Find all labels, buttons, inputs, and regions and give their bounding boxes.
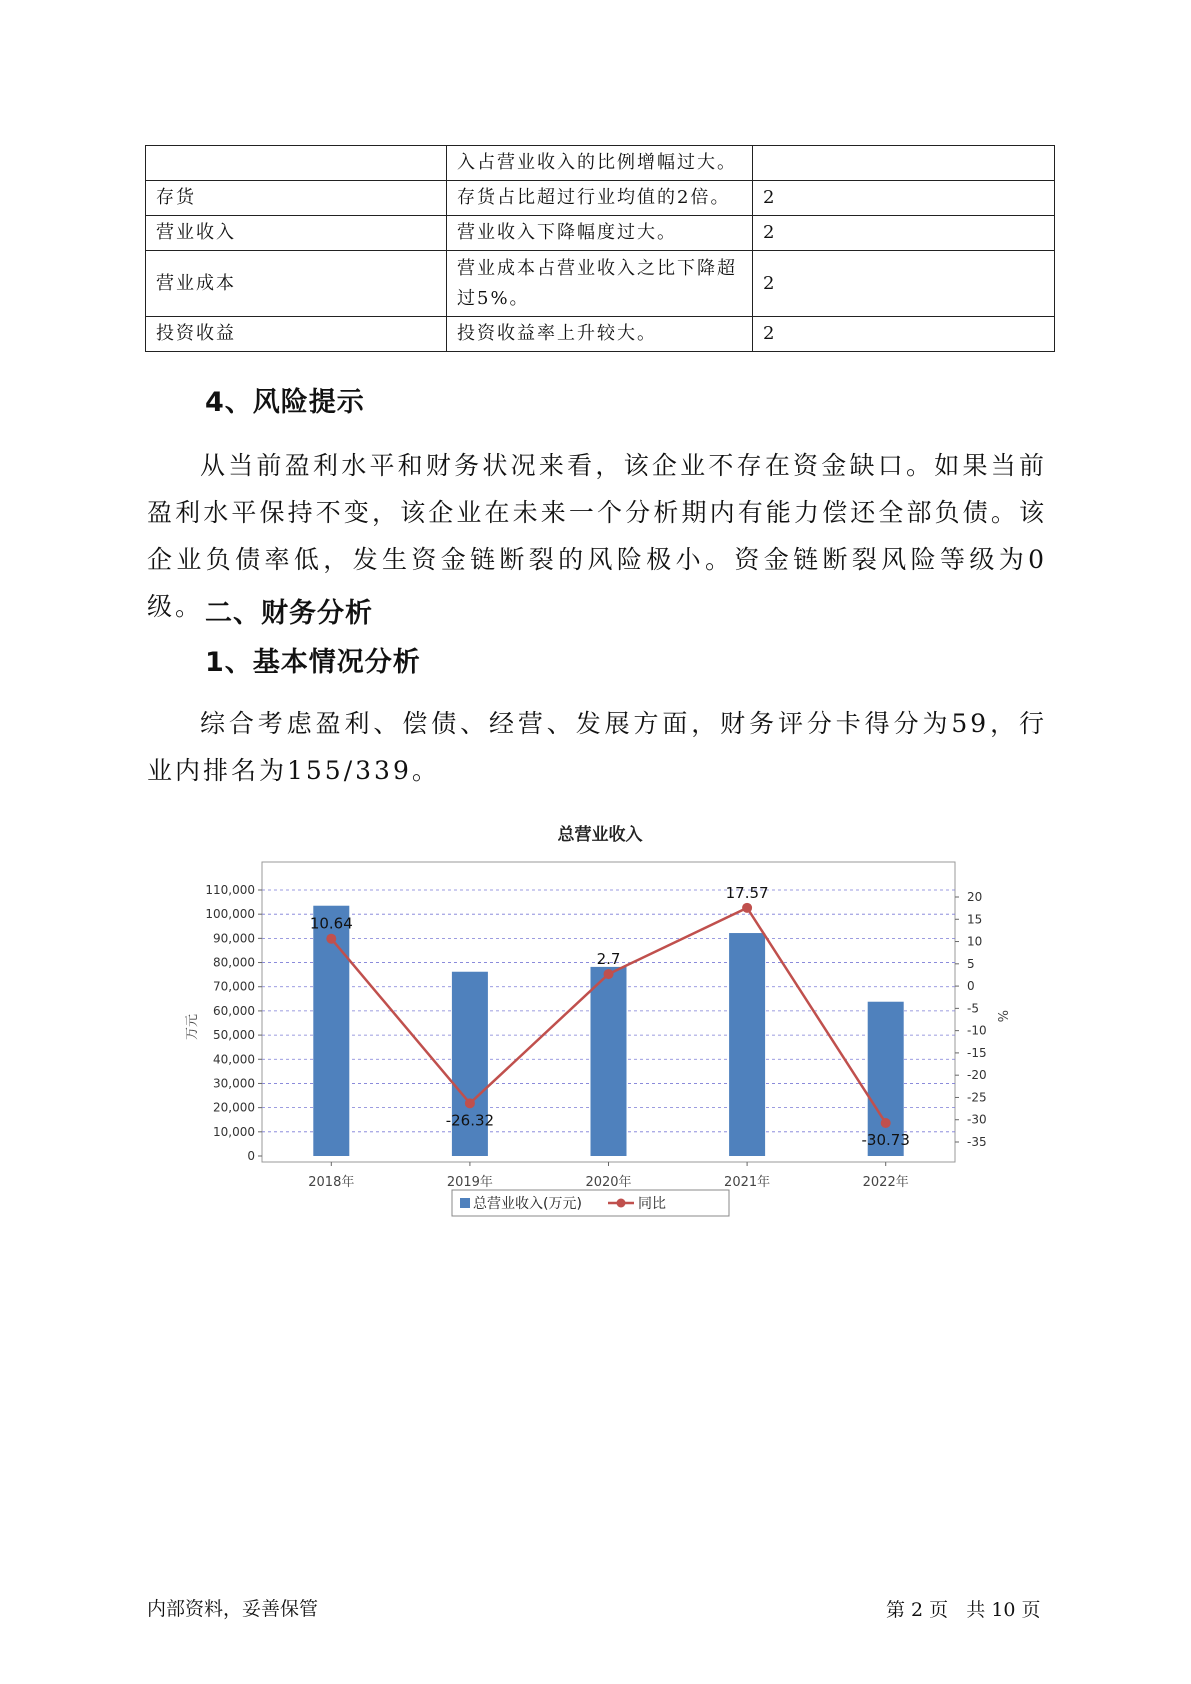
y-tick-label: 50,000 [213, 1028, 255, 1043]
table-cell-desc: 存货占比超过行业均值的2倍。 [447, 181, 753, 216]
y-axis-label: 万元 [185, 1013, 200, 1040]
table-cell-level: 2 [753, 317, 1055, 352]
table-row [146, 181, 1055, 216]
yoy-point [881, 1118, 891, 1128]
table-row [146, 317, 1055, 352]
yoy-point [742, 903, 752, 913]
x-tick-label: 2022年 [862, 1175, 909, 1190]
yoy-point [326, 934, 336, 944]
yoy-data-label: 2.7 [596, 950, 621, 969]
table-cell-item [146, 146, 447, 181]
chart-title: 总营业收入 [557, 825, 643, 845]
legend-bar-swatch [460, 1198, 470, 1208]
table-cell-level: 2 [753, 251, 1055, 317]
risk-table [145, 145, 1055, 352]
x-tick-label: 2018年 [308, 1175, 355, 1190]
table-row [146, 216, 1055, 251]
y2-tick-label: -5 [967, 1001, 979, 1016]
table-cell-desc: 入占营业收入的比例增幅过大。 [447, 146, 753, 181]
y-tick-label: 80,000 [213, 955, 255, 970]
basic-paragraph: 综合考虑盈利、偿债、经营、发展方面，财务评分卡得分为59，行业内排名为155/339。 [147, 709, 1047, 785]
yoy-data-label: 10.64 [309, 914, 353, 933]
chart-legend [452, 1190, 729, 1216]
y2-tick-label: 5 [967, 956, 975, 971]
x-tick-label: 2019年 [446, 1175, 493, 1190]
y2-tick-label: -15 [967, 1045, 987, 1060]
table-cell-level: 2 [753, 181, 1055, 216]
revenue-chart [180, 810, 1010, 1280]
table-row [146, 146, 1055, 181]
table-cell-item: 存货 [146, 181, 447, 216]
y-tick-label: 90,000 [213, 931, 255, 946]
y2-tick-label: -10 [967, 1023, 987, 1038]
table-cell-desc: 营业成本占营业收入之比下降超过5%。 [447, 251, 753, 317]
y-tick-label: 30,000 [213, 1076, 255, 1091]
x-tick-label: 2021年 [724, 1175, 771, 1190]
section-heading-risk: 4、风险提示 [205, 387, 365, 418]
table-row [146, 251, 1055, 317]
y-tick-label: 40,000 [213, 1052, 255, 1067]
yoy-data-label: 17.57 [725, 883, 769, 902]
revenue-bar [591, 967, 627, 1156]
y2-tick-label: -35 [967, 1135, 987, 1149]
y-tick-label: 110,000 [205, 883, 255, 897]
yoy-point [604, 969, 614, 979]
footer-note: 内部资料，妥善保管 [147, 1598, 319, 1620]
y2-tick-label: 10 [967, 934, 983, 949]
table-cell-item: 营业成本 [146, 251, 447, 317]
risk-paragraph: 从当前盈利水平和财务状况来看，该企业不存在资金缺口。如果当前盈利水平保持不变，该企业在未来一个分析期内有能力偿还全部负债。该企业负债率低，发生资金链断裂的风险极小。资金链断裂风险等级为0级。 [147, 451, 1047, 621]
y-tick-label: 20,000 [213, 1100, 255, 1115]
yoy-point [465, 1098, 475, 1108]
y2-tick-label: 20 [967, 890, 983, 904]
y-tick-label: 70,000 [213, 979, 255, 994]
legend-line-marker [617, 1199, 626, 1208]
y2-tick-label: -30 [967, 1112, 987, 1127]
x-tick-label: 2020年 [585, 1175, 632, 1190]
table-cell-item: 营业收入 [146, 216, 447, 251]
section-heading-basic: 1、基本情况分析 [205, 647, 421, 678]
table-cell-level: 2 [753, 216, 1055, 251]
table-cell-level [753, 146, 1055, 181]
table-cell-desc: 投资收益率上升较大。 [447, 317, 753, 352]
y-tick-label: 10,000 [213, 1124, 255, 1139]
y-tick-label: 0 [247, 1149, 255, 1163]
yoy-data-label: -26.32 [445, 1111, 495, 1130]
legend-label-yoy: 同比 [638, 1196, 666, 1212]
table-cell-desc: 营业收入下降幅度过大。 [447, 216, 753, 251]
table-cell-item: 投资收益 [146, 317, 447, 352]
y2-tick-label: 15 [967, 912, 983, 927]
y2-axis-label: % [994, 1010, 1009, 1023]
y-tick-label: 60,000 [213, 1003, 255, 1018]
page-number: 第 2 页 共 10 页 [886, 1599, 1041, 1621]
y-tick-label: 100,000 [205, 907, 255, 922]
y2-tick-label: -20 [967, 1068, 987, 1083]
y2-tick-label: -25 [967, 1090, 987, 1105]
revenue-bar [729, 933, 765, 1156]
legend-label-revenue: 总营业收入(万元) [473, 1196, 582, 1212]
y2-tick-label: 0 [967, 979, 975, 994]
yoy-data-label: -30.73 [861, 1130, 910, 1149]
section-heading-financial: 二、财务分析 [205, 598, 373, 629]
